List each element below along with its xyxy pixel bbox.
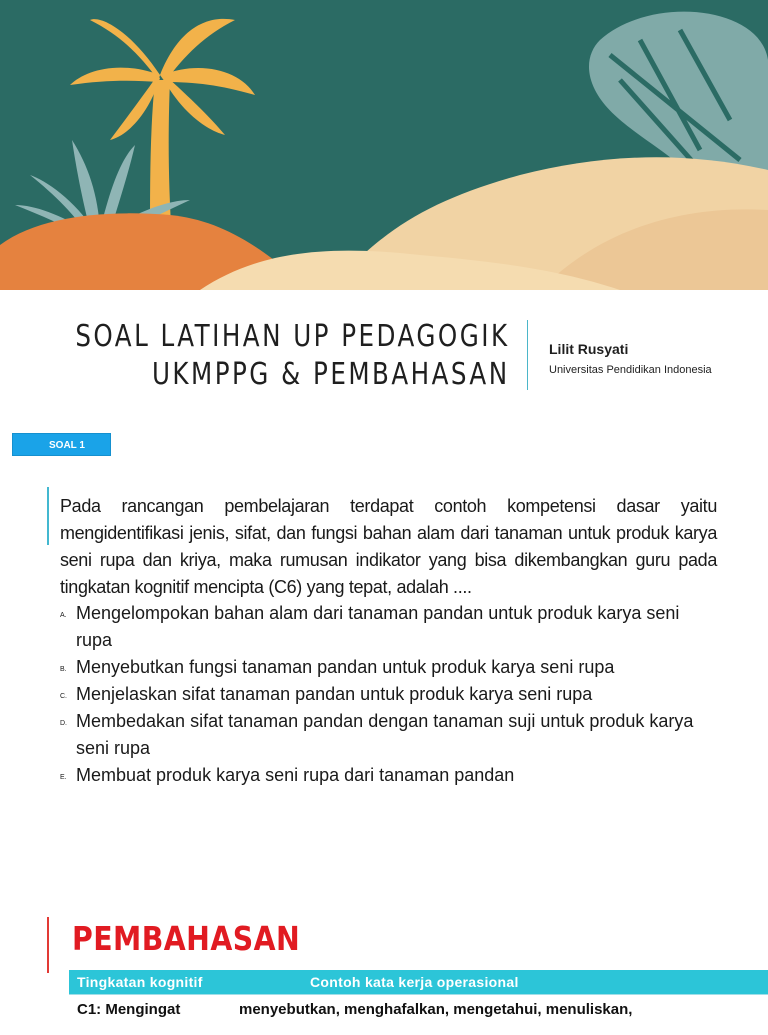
table-cell-verbs: menyebutkan, menghafalkan, mengetahui, menuliskan,: [239, 1001, 633, 1018]
author-name: Lilit Rusyati: [549, 341, 629, 357]
option-e[interactable]: [60, 762, 720, 789]
question-badge: SOAL 1: [12, 433, 111, 456]
option-a[interactable]: [60, 600, 720, 654]
option-letter: B.: [60, 666, 67, 673]
table-header: [69, 970, 768, 994]
discussion-accent-bar: [47, 917, 49, 973]
title-line-2: UKMPPG & PEMBAHASAN: [152, 357, 510, 392]
page-title: [76, 318, 510, 394]
table-header-verbs: Contoh kata kerja operasional: [310, 974, 519, 990]
header-illustration: [0, 0, 768, 290]
option-letter: C.: [60, 693, 67, 700]
title-divider: [527, 320, 528, 390]
option-text: Mengelompokan bahan alam dari tanaman pandan untuk produk karya seni rupa: [76, 603, 680, 650]
option-letter: E.: [60, 774, 67, 781]
cognitive-level-table: [69, 970, 768, 1035]
discussion-heading: PEMBAHASAN: [72, 919, 301, 958]
option-text: Menjelaskan sifat tanaman pandan untuk produk karya seni rupa: [76, 684, 593, 704]
option-b[interactable]: [60, 654, 720, 681]
author-affiliation: Universitas Pendidikan Indonesia: [549, 364, 712, 376]
option-text: Membuat produk karya seni rupa dari tanaman pandan: [76, 765, 515, 785]
question-accent-bar: [47, 487, 49, 545]
table-header-level: Tingkatan kognitif: [77, 974, 203, 990]
table-row: [69, 994, 768, 1035]
table-cell-level: C1: Mengingat: [77, 1001, 181, 1018]
option-letter: A.: [60, 612, 67, 619]
option-c[interactable]: [60, 681, 720, 708]
option-text: Membedakan sifat tanaman pandan dengan tanaman suji untuk produk karya seni rupa: [76, 711, 694, 758]
option-text: Menyebutkan fungsi tanaman pandan untuk produk karya seni rupa: [76, 657, 615, 677]
option-d[interactable]: [60, 708, 720, 762]
answer-options: [60, 600, 720, 789]
question-text: Pada rancangan pembelajaran terdapat contoh kompetensi dasar yaitu mengidentifikasi jenis, sifat, dan fungsi bahan alam dari tanaman untuk produk karya seni rupa dan kriya, maka rumusan indikator yang bisa dikembangkan guru pada tingkatan kognitif mencipta (C6) yang tepat, adalah ....: [60, 496, 717, 597]
option-letter: D.: [60, 720, 67, 727]
title-line-1: SOAL LATIHAN UP PEDAGOGIK: [75, 319, 510, 354]
